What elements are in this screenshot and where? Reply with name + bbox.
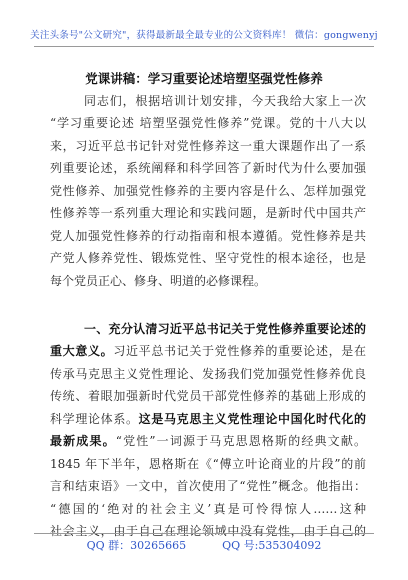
text-line: 社会主义，由于自己在理论领域中没有党性，由于自己的 xyxy=(50,523,366,538)
text-line: 党人加强党性修养的行动指南和根本遵循。党性修养是共 xyxy=(50,228,366,243)
footer-qq-number: QQ 号:535304092 xyxy=(222,539,322,552)
text-line: 党性修养、加强党性修养的主要内容是什么、怎样加强党 xyxy=(50,183,366,198)
text-run: 科学理论体系。 xyxy=(50,411,139,426)
text-line: “德国的‘绝对的社会主义’真是可怜得惊人……这种 xyxy=(50,501,366,516)
text-line xyxy=(50,408,366,430)
text-line xyxy=(50,430,366,452)
paragraph-intro xyxy=(50,90,366,292)
text-line: 每个党员正心、修身、明道的必修课程。 xyxy=(50,273,267,288)
document-title: 党课讲稿：学习重要论述培塑坚强党性修养 xyxy=(85,71,323,86)
text-line: 传统、着眼加强新时代党员干部党性修养的基础上形成的 xyxy=(50,389,366,404)
bold-run: 重大意义。 xyxy=(50,344,114,359)
paragraph-section-one xyxy=(50,318,366,542)
footer-qq-group: QQ 群：30265665 xyxy=(86,539,187,552)
header-divider xyxy=(34,46,374,47)
section-heading-line: 一、充分认清习近平总书记关于党性修养重要论述的 xyxy=(84,322,366,336)
bold-run: 这是马克思主义党性理论中国化时代化的 xyxy=(138,411,366,426)
bold-run: 最新成果。 xyxy=(50,434,116,449)
text-line: 传承马克思主义党性理论、发扬我们党加强党性修养优良 xyxy=(50,366,366,381)
text-run: “党性”一词源于马克思恩格斯的经典文献。 xyxy=(115,434,366,449)
text-run: 习近平总书记关于党性修养的重要论述，是在 xyxy=(113,344,366,359)
footer-divider xyxy=(34,533,374,534)
text-line: 1845 年下半年，恩格斯在《“傅立叶论商业的片段”的前 xyxy=(50,456,366,471)
header-banner-text: 关注头条号"公文研究"，获得最新最全最专业的公文资料库！ 微信：gongwenyj xyxy=(30,30,378,41)
text-line: 言和结束语》一文中，首次使用了“党性”概念。他指出： xyxy=(50,479,366,494)
text-line: 产党人修养党性、锻炼党性、坚守党性的根本途径，也是 xyxy=(50,251,366,266)
footer-contacts xyxy=(0,537,408,553)
text-line: 列重要论述，系统阐释和科学回答了新时代为什么要加强 xyxy=(50,161,366,176)
text-line: 性修养等一系列重大理论和实践问题，是新时代中国共产 xyxy=(50,206,366,221)
text-line: 同志们，根据培训计划安排，今天我给大家上一次 xyxy=(84,94,366,108)
text-line xyxy=(50,340,366,362)
text-line: “学习重要论述 培塑坚强党性修养”党课。党的十八大以 xyxy=(50,116,366,131)
text-line: 来，习近平总书记针对党性修养这一重大课题作出了一系 xyxy=(50,138,366,153)
